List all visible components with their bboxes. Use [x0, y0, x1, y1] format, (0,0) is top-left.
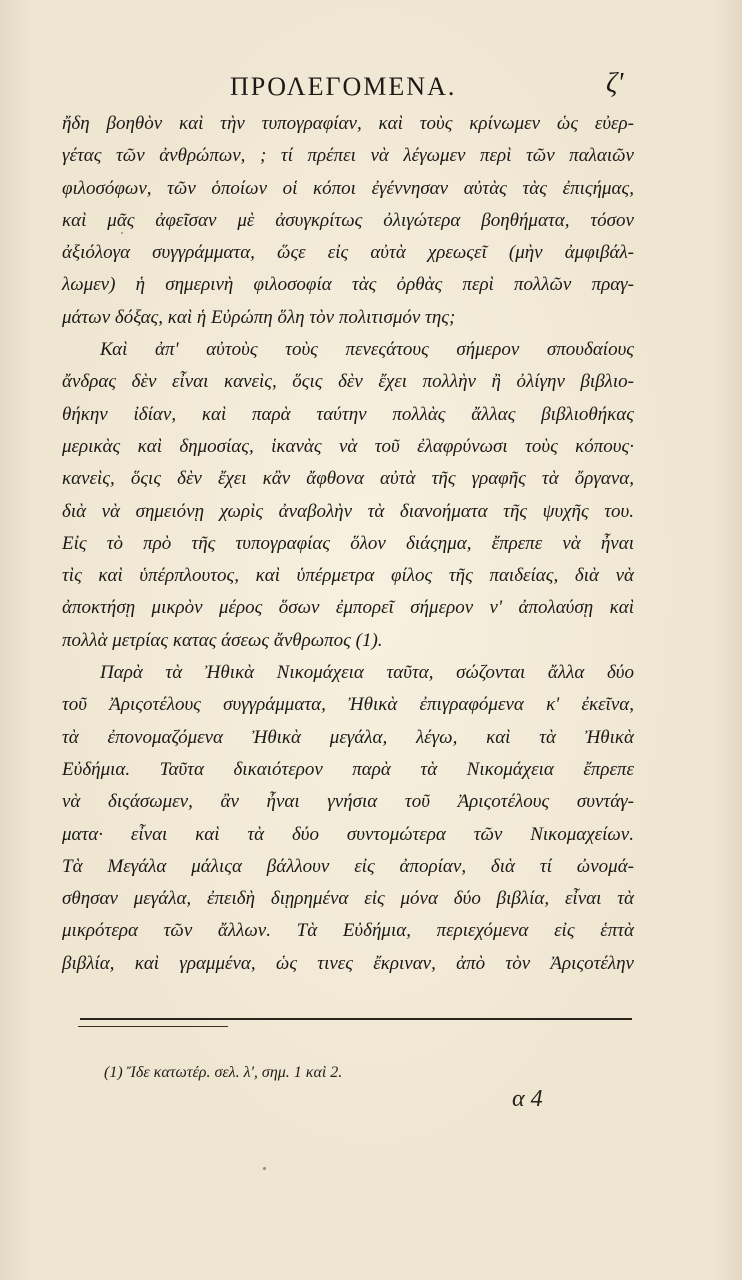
signature-mark: α 4 — [512, 1086, 543, 1112]
footnote-rule-short — [78, 1026, 228, 1027]
text-line: σθησαν μεγάλα, ἐπειδὴ διῃρημένα εἰς μόνα δύο βιβλία, εἶναι τὰ — [62, 888, 634, 910]
running-head: ΠΡΟΛΕΓΟΜΕΝΑ. — [230, 72, 457, 101]
text-line: γέτας τῶν ἀνθρώπων, ; τί πρέπει νὰ λέγωμεν περὶ τῶν παλαιῶν — [62, 145, 634, 167]
text-line: ἤδη βοηθὸν καὶ τὴν τυπογραφίαν, καὶ τοὺς κρίνωμεν ὡς εὐερ- — [62, 113, 634, 134]
text-line: Καὶ ἀπ' αὐτοὺς τοὺς πενεςάτους σήμερον σπουδαίους — [100, 339, 634, 361]
text-line: κανεὶς, ὅςις δὲν ἔχει κἂν ἄφθονα αὐτὰ τῆς γραφῆς τὰ ὄργανα, — [62, 468, 634, 490]
paper-speck — [263, 1167, 266, 1170]
text-line: πολλὰ μετρίας κατας άσεως ἄνθρωπος (1). — [62, 629, 383, 651]
text-line: Τὰ Μεγάλα μάλιςα βάλλουν εἰς ἀπορίαν, διὰ τί ὠνομά- — [62, 855, 634, 877]
footnote: (1) Ἴδε κατωτέρ. σελ. λ', σημ. 1 καὶ 2. — [104, 1064, 343, 1081]
text-line: Εὐδήμια. Ταῦτα δικαιότερον παρὰ τὰ Νικομάχεια ἔπρεπε — [62, 758, 634, 780]
page-number: ζ' — [606, 68, 624, 99]
text-line: διὰ νὰ σημειόνῃ χωρὶς ἀναβολὴν τὰ διανοήματα τῆς ψυχῆς του. — [62, 500, 634, 522]
text-line: ἄνδρας δὲν εἶναι κανεὶς, ὅςις δὲν ἔχει πολλὴν ἢ ὀλίγην βιβλιο- — [62, 371, 634, 393]
text-line: βιβλία, καὶ γραμμένα, ὡς τινες ἔκριναν, ἀπὸ τὸν Ἀριςοτέλην — [62, 952, 634, 974]
text-line: Παρὰ τὰ Ἠθικὰ Νικομάχεια ταῦτα, σώζονται ἄλλα δύο — [100, 662, 634, 684]
text-line: φιλοσόφων, τῶν ὁποίων οἱ κόποι ἐγέννησαν αὐτὰς τὰς ἐπιςήμας, — [62, 177, 634, 199]
paper-speck — [121, 232, 123, 234]
text-line: τοῦ Ἀριςοτέλους συγγράμματα, Ἠθικὰ ἐπιγραφόμενα κ' ἐκεῖνα, — [62, 694, 634, 716]
text-line: μερικὰς καὶ δημοσίας, ἱκανὰς νὰ τοῦ ἐλαφρύνωσι τοὺς κόπους· — [62, 435, 634, 457]
text-line: Εἰς τὸ πρὸ τῆς τυπογραφίας ὅλον διάςημα, ἔπρεπε νὰ ἦναι — [62, 532, 634, 554]
body-text — [62, 108, 634, 980]
text-line: θήκην ἰδίαν, καὶ παρὰ ταύτην πολλὰς ἄλλας βιβλιοθήκας — [62, 403, 634, 425]
text-line: τὶς καὶ ὑπέρπλουτος, καὶ ὑπέρμετρα φίλος τῆς παιδείας, διὰ νὰ — [62, 565, 634, 587]
text-line: μικρότερα τῶν ἄλλων. Τὰ Εὐδήμια, περιεχόμενα εἰς ἑπτὰ — [62, 920, 634, 942]
text-line: ἀξιόλογα συγγράμματα, ὥςε εἰς αὐτὰ χρεωςεῖ (μὴν ἀμφιβάλ- — [62, 242, 634, 264]
text-line: ματα· εἶναι καὶ τὰ δύο συντομώτερα τῶν Νικομαχείων. — [62, 823, 634, 845]
footnote-rule — [80, 1018, 632, 1020]
text-line: μάτων δόξας, καὶ ἡ Εὐρώπη ὅλη τὸν πολιτισμόν της; — [62, 306, 456, 328]
text-line: νὰ διςάσωμεν, ἂν ἦναι γνήσια τοῦ Ἀριςοτέλους συντάγ- — [62, 791, 634, 813]
text-line: ἀποκτήσῃ μικρὸν μέρος ὅσων ἐμπορεῖ σήμερον ν' ἀπολαύσῃ καὶ — [62, 597, 634, 619]
text-line: καὶ μᾶς ἀφεῖσαν μὲ ἀσυγκρίτως ὀλιγώτερα βοηθήματα, τόσον — [62, 209, 634, 231]
text-line: τὰ ἐπονομαζόμενα Ἠθικὰ μεγάλα, λέγω, καὶ τὰ Ἠθικὰ — [62, 726, 634, 748]
text-line: λωμεν) ἡ σημερινὴ φιλοσοφία τὰς ὀρθὰς περὶ πολλῶν πραγ- — [62, 274, 634, 296]
